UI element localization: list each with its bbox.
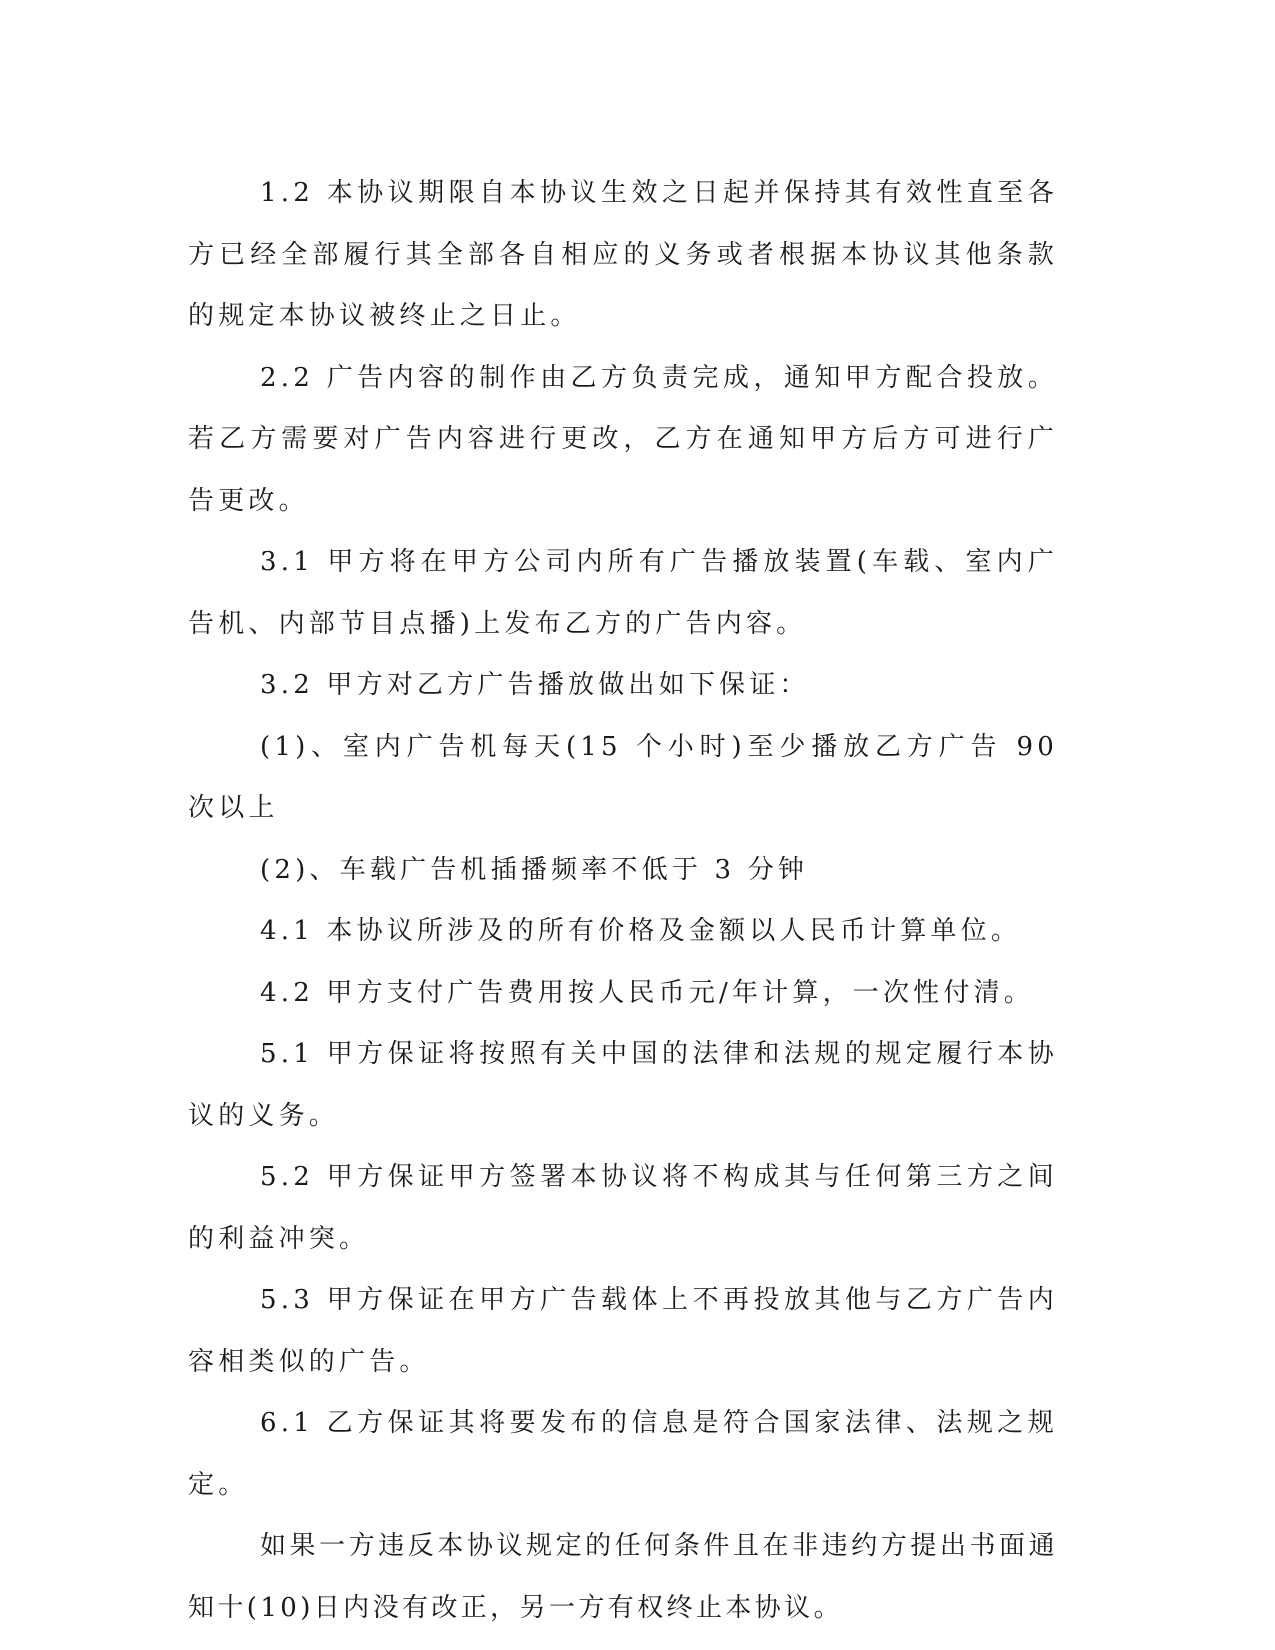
clause-4-1: 4.1 本协议所涉及的所有价格及金额以人民币计算单位。 — [260, 916, 1022, 946]
clause-4-2: 4.2 甲方支付广告费用按人民币元/年计算，一次性付清。 — [260, 977, 1034, 1008]
document-body — [188, 163, 1058, 1639]
clause-5-2: 5.2 甲方保证甲方签署本协议将不构成其与任何第三方之间的利益冲突。 — [188, 1162, 1058, 1254]
clause-1-2: 1.2 本协议期限自本协议生效之日起并保持其有效性直至各方已经全部履行其全部各自相应的义务或者根据本协议其他条款的规定本协议被终止之日止。 — [188, 178, 1058, 331]
clause-5-1: 5.1 甲方保证将按照有关中国的法律和法规的规定履行本协议的义务。 — [188, 1039, 1058, 1131]
clause-2-2: 2.2 广告内容的制作由乙方负责完成，通知甲方配合投放。若乙方需要对广告内容进行更改，乙方在通知甲方后方可进行广告更改。 — [188, 362, 1058, 516]
clause-6-1: 6.1 乙方保证其将要发布的信息是符合国家法律、法规之规定。 — [188, 1408, 1058, 1500]
clause-5-3: 5.3 甲方保证在甲方广告载体上不再投放其他与乙方广告内容相类似的广告。 — [188, 1285, 1058, 1377]
clause-3-2: 3.2 甲方对乙方广告播放做出如下保证： — [260, 670, 810, 700]
clause-3-2-item-2: (2)、车载广告机插播频率不低于 3 分钟 — [260, 854, 809, 885]
termination-clause: 如果一方违反本协议规定的任何条件且在非违约方提出书面通知十(10)日内没有改正，另一方有权终止本协议。 — [188, 1531, 1058, 1623]
clause-3-2-item-1: (1)、室内广告机每天(15 个小时)至少播放乙方广告 90 次以上 — [188, 731, 1058, 823]
clause-3-1: 3.1 甲方将在甲方公司内所有广告播放装置(车载、室内广告机、内部节目点播)上发布乙方的广告内容。 — [188, 547, 1058, 639]
